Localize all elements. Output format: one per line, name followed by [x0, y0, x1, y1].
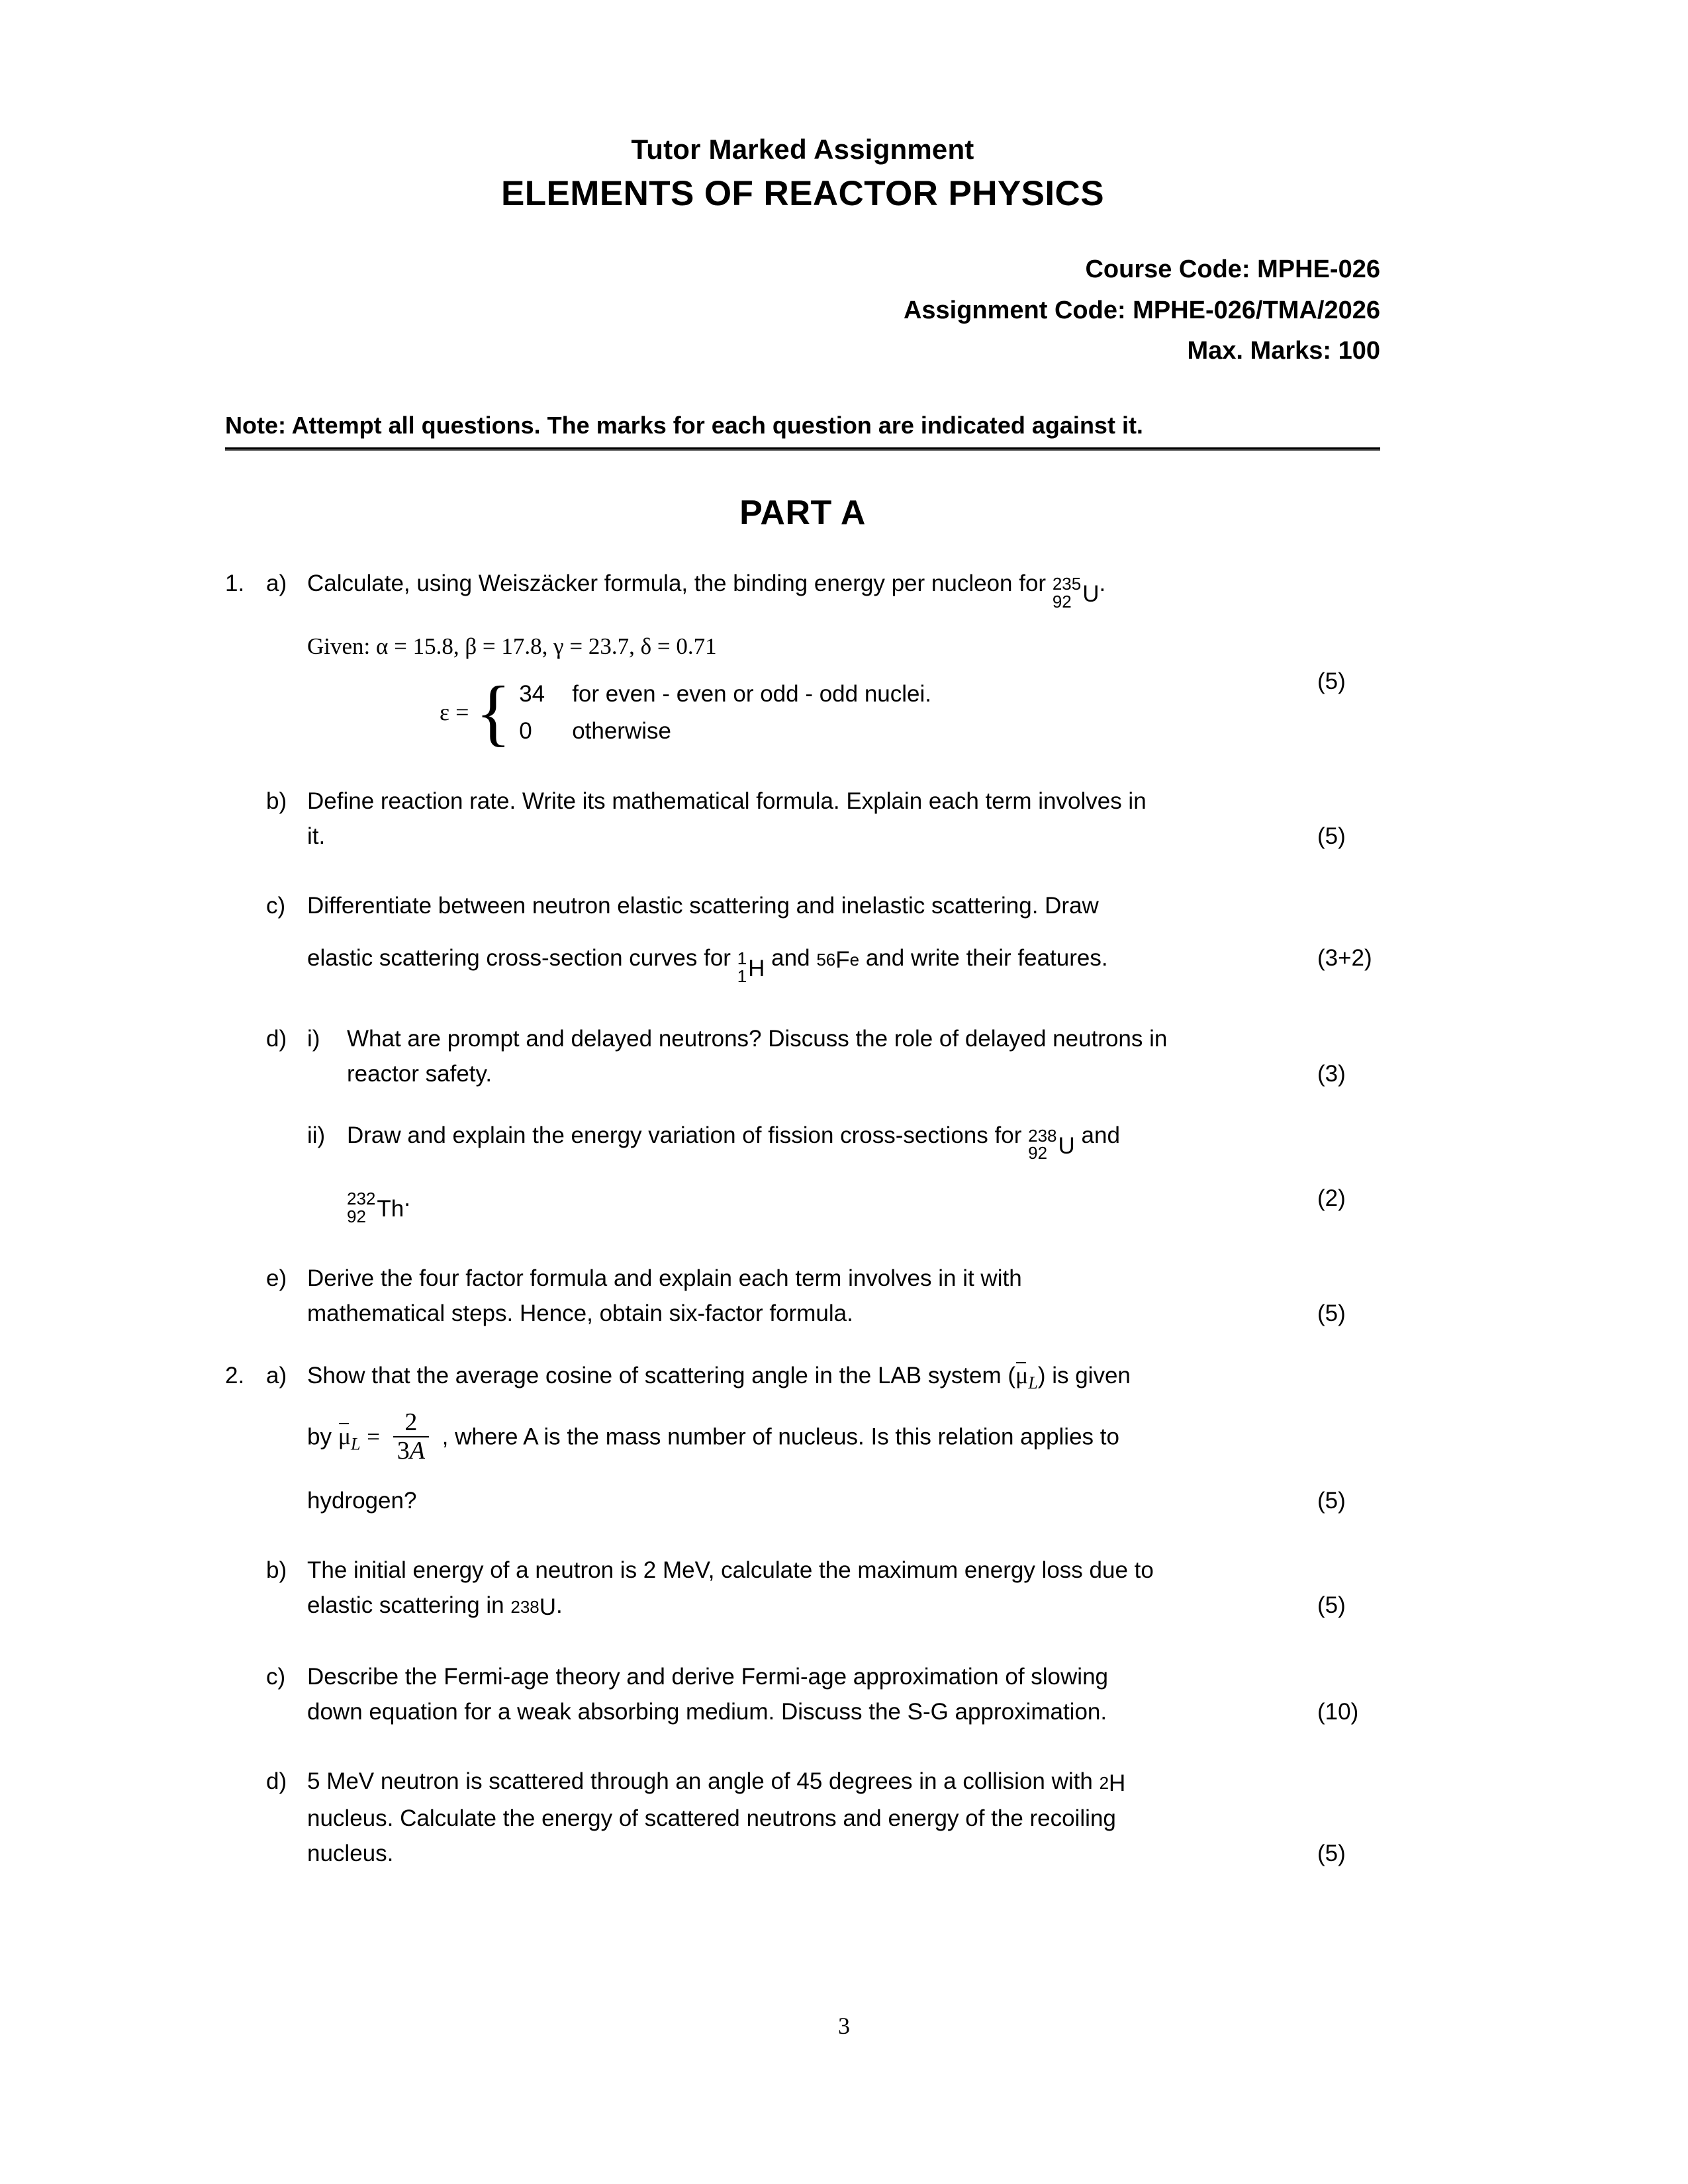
question-1c-line1: Differentiate between neutron elastic scattering and inelastic scattering. Draw: [307, 893, 1099, 919]
question-1c-body: [307, 888, 1423, 986]
question-1a-given: Given: α = 15.8, β = 17.8, γ = 23.7, δ = 0.71: [307, 633, 717, 660]
question-1d-ii-marks: (2): [1317, 1185, 1346, 1212]
fraction-denominator: [393, 1437, 429, 1465]
note-section: [225, 410, 1380, 451]
note-divider: [225, 447, 1380, 451]
question-1a-body: [307, 566, 1423, 754]
fraction-two-over-three-a: [393, 1409, 429, 1465]
mu-subscript: L: [1028, 1373, 1038, 1392]
course-code: Course Code: MPHE-026: [1085, 255, 1380, 284]
question-1a-line1: [307, 566, 1417, 612]
question-1d-i-body: [347, 1021, 1423, 1091]
question-1d-i-line1: What are prompt and delayed neutrons? Discuss the role of delayed neutrons in: [347, 1025, 1168, 1052]
question-2a-text-post: ) is given: [1037, 1362, 1131, 1388]
isotope-symbol: H: [1109, 1770, 1126, 1796]
isotope-mass-number: 1: [737, 948, 747, 969]
question-2d-body: [307, 1764, 1423, 1871]
question-2a-line3: hydrogen?: [307, 1487, 417, 1514]
question-2a-text-pre: Show that the average cosine of scattering angle in the LAB system (: [307, 1362, 1016, 1388]
question-2b-text-pre: elastic scattering in: [307, 1592, 504, 1619]
question-1e-line2: mathematical steps. Hence, obtain six-factor formula.: [307, 1300, 853, 1327]
question-1-number: 1.: [225, 570, 245, 596]
question-1d-ii-period: .: [404, 1185, 410, 1212]
question-2c-marks: (10): [1317, 1698, 1359, 1725]
question-1b-marks: (5): [1317, 823, 1346, 850]
question-2d-line3: nucleus.: [307, 1840, 394, 1866]
question-list: [225, 566, 1423, 1871]
isotope-symbol: H: [748, 956, 765, 982]
question-2b-period: .: [556, 1592, 563, 1619]
epsilon-value-1: 34: [519, 681, 545, 707]
question-1e-marks: (5): [1317, 1300, 1346, 1327]
question-1c-label: c): [266, 893, 286, 919]
isotope-h2: 2 H: [1100, 1766, 1126, 1801]
part-a-heading: PART A: [739, 494, 866, 532]
question-1e: [225, 1261, 1423, 1331]
question-2d-label: d): [266, 1768, 287, 1795]
isotope-symbol: Th: [377, 1195, 404, 1222]
epsilon-condition-1: for even - even or odd - odd nuclei.: [572, 681, 932, 707]
question-1d-ii-text-post: and: [1081, 1122, 1120, 1148]
mu-bar-symbol: μ: [1015, 1361, 1029, 1388]
isotope-u238: [1028, 1125, 1075, 1163]
isotope-fe56: 56 F e: [816, 942, 859, 978]
document-header: [225, 132, 1380, 372]
question-2a-by: by: [307, 1424, 332, 1449]
fraction-numerator: 2: [404, 1408, 418, 1436]
fraction-denominator-variable: A: [409, 1436, 425, 1465]
question-2b-label: b): [266, 1557, 287, 1583]
isotope-u238: 238 U: [510, 1590, 556, 1625]
isotope-symbol: F: [835, 946, 850, 973]
mu-subscript: L: [351, 1434, 361, 1453]
question-1d-i: [225, 1021, 1423, 1091]
max-marks: Max. Marks: 100: [1187, 337, 1380, 365]
question-2c: [225, 1659, 1423, 1729]
question-1d-i-line2: reactor safety.: [347, 1060, 492, 1087]
isotope-u235: [1053, 576, 1100, 612]
question-2c-label: c): [266, 1663, 286, 1690]
question-1a-label: a): [266, 570, 287, 596]
question-1b: [225, 784, 1423, 854]
assignment-code: Assignment Code: MPHE-026/TMA/2026: [903, 296, 1380, 324]
course-meta-block: [225, 250, 1380, 372]
question-2b-line1: The initial energy of a neutron is 2 MeV, calculate the maximum energy loss due to: [307, 1557, 1154, 1583]
question-1b-body: [307, 784, 1423, 854]
question-2d-text-pre: 5 MeV neutron is scattered through an angle of 45 degrees in a collision with: [307, 1768, 1093, 1795]
isotope-symbol: U: [1058, 1132, 1075, 1159]
question-1d-i-marks: (3): [1317, 1060, 1346, 1087]
question-1d-i-label: i): [307, 1025, 320, 1052]
question-2b-marks: (5): [1317, 1592, 1346, 1619]
assignment-kicker: Tutor Marked Assignment: [631, 134, 974, 165]
question-1d-label: d): [266, 1025, 287, 1052]
question-1d-ii-line1: [347, 1118, 1417, 1163]
question-2a-label: a): [266, 1362, 287, 1388]
question-1c-text-pre: elastic scattering cross-section curves for: [307, 945, 731, 972]
isotope-th232: [347, 1191, 404, 1226]
question-2d-line2: nucleus. Calculate the energy of scattered neutrons and energy of the recoiling: [307, 1805, 1116, 1831]
isotope-mass-number: 232: [347, 1189, 376, 1209]
question-2a: [225, 1358, 1423, 1518]
question-1d-ii-body: [347, 1118, 1423, 1226]
question-2-number: 2.: [225, 1362, 245, 1388]
note-text: Note: Attempt all questions. The marks for each question are indicated against it.: [225, 412, 1143, 439]
isotope-atomic-number: 1: [737, 966, 747, 986]
question-2a-body: [307, 1358, 1423, 1518]
question-1e-label: e): [266, 1265, 287, 1292]
document-title: ELEMENTS OF REACTOR PHYSICS: [501, 173, 1104, 213]
question-1a: [225, 566, 1423, 754]
epsilon-lhs: ε =: [440, 699, 469, 726]
question-2d: [225, 1764, 1423, 1871]
question-1c: [225, 888, 1423, 986]
fraction-denominator-coefficient: 3: [397, 1436, 410, 1465]
isotope-atomic-number: 92: [1028, 1143, 1048, 1163]
isotope-symbol: U: [539, 1594, 557, 1620]
question-2d-marks: (5): [1317, 1840, 1346, 1866]
question-2a-marks: (5): [1317, 1487, 1346, 1514]
question-2b-body: [307, 1553, 1423, 1625]
page-number: 3: [838, 2013, 850, 2039]
equals-sign: =: [367, 1424, 380, 1449]
left-brace-icon: {: [475, 671, 512, 754]
question-1a-text: Calculate, using Weiszäcker formula, the binding energy per nucleon for: [307, 570, 1047, 596]
question-1e-line1: Derive the four factor formula and explain each term involves in it with: [307, 1265, 1022, 1292]
question-2b: [225, 1553, 1423, 1625]
isotope-mass-number: 238: [1028, 1125, 1057, 1146]
question-1c-marks: (3+2): [1317, 945, 1372, 972]
epsilon-condition-2: otherwise: [572, 717, 671, 744]
isotope-atomic-number: 92: [347, 1206, 366, 1226]
isotope-h1: [737, 948, 765, 986]
question-1b-label: b): [266, 788, 287, 814]
epsilon-piecewise: [440, 671, 1304, 754]
isotope-atomic-number: 92: [1052, 591, 1072, 612]
question-1c-text-post: and write their features.: [865, 945, 1108, 972]
question-1d-ii-text-pre: Draw and explain the energy variation of fission cross-sections for: [347, 1122, 1022, 1148]
question-1c-text-mid: and: [771, 945, 810, 972]
question-2c-line1: Describe the Fermi-age theory and derive Fermi-age approximation of slowing: [307, 1663, 1108, 1690]
question-1e-body: [307, 1261, 1423, 1331]
question-2d-line1: [307, 1764, 1417, 1801]
isotope-mass-number: 235: [1052, 574, 1082, 594]
question-1a-period: .: [1099, 570, 1106, 596]
question-1b-line2: it.: [307, 823, 326, 850]
question-2a-line2: [307, 1410, 1417, 1466]
question-2c-line2: down equation for a weak absorbing medium. Discuss the S-G approximation.: [307, 1698, 1107, 1725]
question-2a-text-rest: , where A is the mass number of nucleus. Is this relation applies to: [442, 1424, 1119, 1449]
mu-bar-symbol: μ: [338, 1423, 352, 1449]
question-1d-ii-label: ii): [307, 1122, 326, 1148]
isotope-symbol: U: [1082, 580, 1100, 607]
question-1b-line1: Define reaction rate. Write its mathematical formula. Explain each term involves in: [307, 788, 1147, 814]
question-1a-marks: (5): [1317, 668, 1346, 695]
question-2c-body: [307, 1659, 1423, 1729]
question-1d-ii: [225, 1118, 1423, 1226]
question-2a-line1: [307, 1358, 1417, 1393]
epsilon-value-2: 0: [519, 717, 532, 744]
